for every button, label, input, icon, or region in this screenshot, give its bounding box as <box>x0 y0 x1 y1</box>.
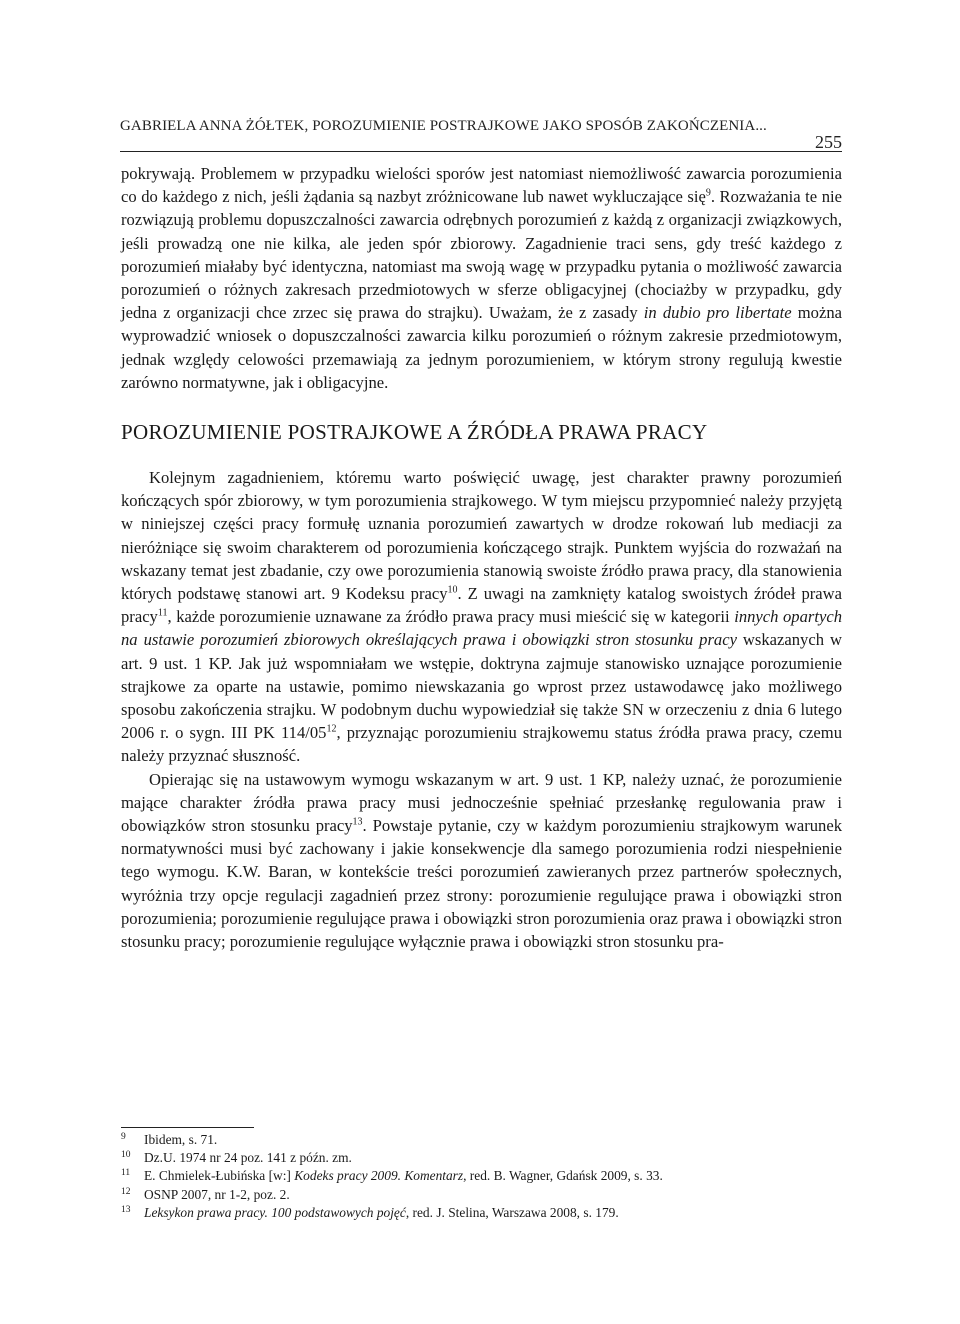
footnote-ref-12: 12 <box>326 723 337 735</box>
footnote-text <box>144 1204 843 1222</box>
footnotes <box>121 1131 843 1222</box>
footnote-10 <box>121 1149 843 1167</box>
paragraph-2 <box>121 466 842 768</box>
text-run: Opierając się na ustawowym wymogu wskazanym w art. 9 ust. 1 KP, należy uznać, że porozumienie mające charakter źródła prawa pracy musi jednocześnie spełniać przesłankę regulowania praw i obowiązków stron stosunku pracy <box>121 769 842 836</box>
text-run: , red. B. Wagner, Gdańsk 2009, s. 33. <box>463 1168 663 1184</box>
text-run: można wyprowadzić wniosek o dopuszczalności zawarcia kilku porozumień o różnym zakresie przedmiotowym, jednak względy celowości przemawiają za jednym porozumieniem, w którym strony regulują kwestie zarówno normatywne, jak i obligacyjne. <box>121 303 842 392</box>
body-text <box>121 162 842 953</box>
text-run: , przyznając porozumieniu strajkowemu status źródła prawa pracy, czemu należy przyznać słuszność. <box>121 723 842 766</box>
italic-title: Kodeks pracy 2009. Komentarz <box>294 1168 464 1184</box>
text-run: . Z uwagi na zamknięty katalog swoistych źródeł prawa pracy <box>121 584 842 627</box>
text-run: E. Chmielek-Łubińska [w:] <box>144 1168 295 1184</box>
text-run: , red. J. Stelina, Warszawa 2008, s. 179. <box>405 1204 619 1220</box>
text-run: . Powstaje pytanie, czy w każdym porozumieniu strajkowym warunek normatywności musi być zachowany i jakie konsekwencje dla samego porozumienia rodzi niespełnienie tego wymogu. K.W. Baran, w kontekście treści porozumień zawieranych przez partnerów społecznych, wyróżnia trzy opcje regulacji zagadnień przez strony: porozumienie regulujące prawa i obowiązki stron porozumienia; porozumienie regulujące prawa i obowiązki stron porozumienia oraz prawa i obowiązki stron stosunku pracy; porozumienie regulujące wyłącznie prawa i obowiązki stron stosunku pra- <box>121 816 842 952</box>
text-run: , każde porozumienie uznawane za źródło prawa pracy musi mieścić się w kategorii <box>167 607 735 627</box>
header-rule <box>120 151 842 152</box>
footnote-number: 12 <box>121 1186 131 1197</box>
footnote-number: 10 <box>121 1150 131 1161</box>
footnote-text <box>144 1167 843 1185</box>
footnote-text: OSNP 2007, nr 1-2, poz. 2. <box>144 1186 290 1202</box>
footnote-number: 13 <box>121 1204 131 1215</box>
text-run: pokrywają. Problemem w przypadku wielości sporów jest natomiast niemożliwość zawarcia porozumienia co do każdego z nich, jeśli żądania są nazbyt zróżnicowane lub nawet wykluczające się <box>121 164 842 207</box>
footnote-ref-9: 9 <box>705 187 711 199</box>
footnote-ref-11: 11 <box>157 607 168 619</box>
footnote-text: Dz.U. 1974 nr 24 poz. 141 z późn. zm. <box>144 1150 352 1166</box>
paragraph-3 <box>121 768 842 954</box>
section-heading: POROZUMIENIE POSTRAJKOWE A ŹRÓDŁA PRAWA PRACY <box>121 420 708 445</box>
italic-phrase: innych opartych na ustawie porozumień zbiorowych określających prawa i obowiązki stron stosunku pracy <box>121 607 842 650</box>
footnote-9 <box>121 1131 843 1149</box>
footnote-11 <box>121 1167 843 1185</box>
text-run: . Rozważania te nie rozwiązują problemu dopuszczalności zawarcia odrębnych porozumień z każdą z organizacji związkowych, jeśli prowadzą one nie kilka, ale jeden spór zbiorowy. Zagadnienie traci sens, gdy treść każdego z porozumień miałaby być identyczna, natomiast ma swoją wagę w przypadku pytania o możliwość zawarcia porozumień o różnych zakresach przedmiotowych w sferze obligacyjnej (chociażby w przypadku, gdy jedna z organizacji chce zrzec się prawa do strajku). Uważam, że z zasady <box>121 187 842 323</box>
running-header: GABRIELA ANNA ŻÓŁTEK, POROZUMIENIE POSTRAJKOWE JAKO SPOSÓB ZAKOŃCZENIA... <box>120 118 767 134</box>
footnote-13 <box>121 1204 843 1222</box>
footnote-ref-13: 13 <box>352 816 363 828</box>
text-run: Kolejnym zagadnieniem, któremu warto poświęcić uwagę, jest charakter prawny porozumień kończących spór zbiorowy, w tym porozumienia strajkowego. W tym miejscu przypomnieć należy przyjętą w niniejszej części pracy formułę uznania porozumień zawartych w drodze rokowań lub mediacji za nieróżniące się swoim charakterem od porozumienia kończącego strajk. Punktem wyjścia do rozważań na wskazany temat jest zbadanie, czy owe porozumienia stanowią swoiste źródło prawa pracy, dla stanowienia których podstawę stanowi art. 9 Kodeksu pracy <box>121 468 842 604</box>
footnote-text: Ibidem, s. 71. <box>144 1132 218 1147</box>
italic-title: Leksykon prawa pracy. 100 podstawowych pojęć <box>144 1204 406 1220</box>
footnote-number: 11 <box>121 1168 131 1179</box>
footnote-separator <box>121 1127 254 1128</box>
page-number: 255 <box>815 132 842 152</box>
paragraph-1 <box>121 162 842 394</box>
footnote-ref-10: 10 <box>447 584 458 596</box>
text-run: wskazanych w art. 9 ust. 1 KP. Jak już wspomniałam we wstępie, doktryna zajmuje stanowisko uznające porozumienie strajkowe za oparte na ustawie, pomimo niewskazania go wprost przez ustawodawcę jako możliwego sposobu zakończenia strajku. W podobnym duchu wypowiedział się także SN w orzeczeniu z dnia 6 lutego 2006 r. o sygn. III PK 114/05 <box>121 630 842 743</box>
italic-phrase: in dubio pro libertate <box>643 303 792 323</box>
footnote-number: 9 <box>121 1132 126 1142</box>
footnote-12 <box>121 1186 843 1204</box>
